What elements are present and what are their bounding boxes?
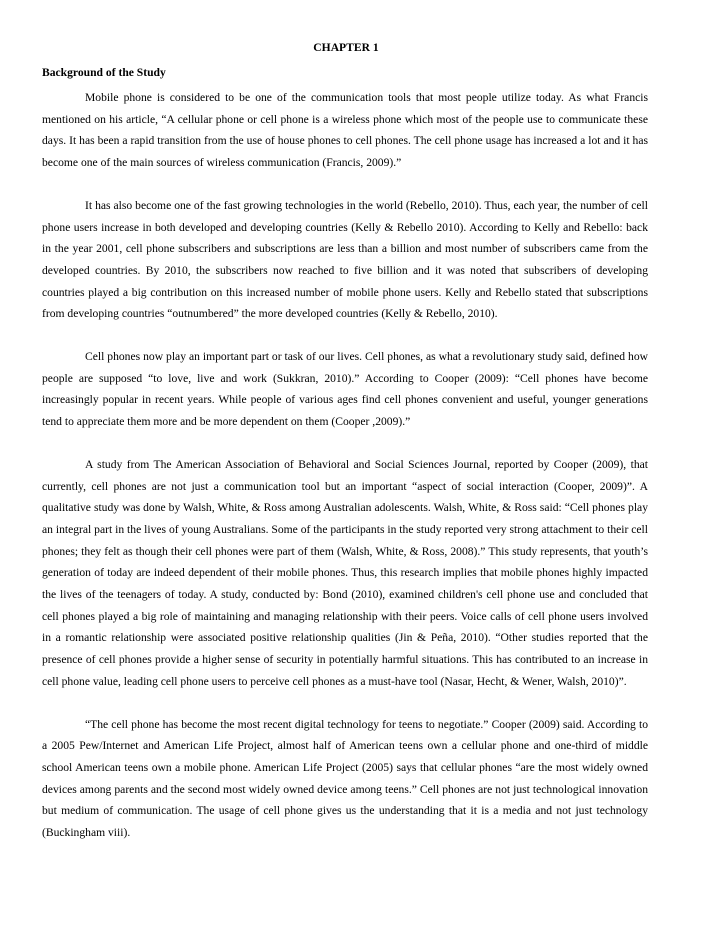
paragraph-2: It has also become one of the fast growing technologies in the world (Rebello, 2010). Thus, each year, the number of cell phone users increase in both developed and developing countries (Kelly & Rebello 2010). According to Kelly and Rebello: back in the year 2001, cell phone subscribers and subscriptions are less than a billion and most number of subscribers came from the developed countries. By 2010, the subscribers now reached to five billion and it was noted that subscribers of developing countries played a big contribution on this increased number of mobile phone users. Kelly and Rebello stated that subscriptions from developing countries “outnumbered” the more developed countries (Kelly & Rebello, 2010). (42, 198, 648, 321)
section-heading: Background of the Study (42, 66, 166, 79)
chapter-title: CHAPTER 1 (313, 41, 379, 54)
paragraph-5: “The cell phone has become the most recent digital technology for teens to negotiate.” Cooper (2009) said. According to a 2005 Pew/Internet and American Life Project, almost half of American teens own a cellular phone and one-third of middle school American teens own a mobile phone. American Life Project (2005) says that cellular phones “are the most widely owned devices among parents and the second most widely owned device among teens.” Cell phones are not just technological innovation but medium of communication. The usage of cell phone gives us the understanding that it is a media and not just technology (Buckingham viii). (42, 717, 648, 840)
paragraph-1: Mobile phone is considered to be one of the communication tools that most people utilize today. As what Francis mentioned on his article, “A cellular phone or cell phone is a wireless phone which most of the people use to communicate these days. It has been a rapid transition from the use of house phones to cell phones. The cell phone usage has increased a lot and it has become one of the main sources of wireless communication (Francis, 2009).” (42, 91, 648, 170)
paragraph-3: Cell phones now play an important part or task of our lives. Cell phones, as what a revolutionary study said, defined how people are supposed “to love, live and work (Sukkran, 2010).” According to Cooper (2009): “Cell phones have become increasingly popular in recent years. While people of various ages find cell phones convenient and useful, younger generations tend to appreciate them more and be more dependent on them (Cooper ,2009).” (42, 350, 648, 429)
document-page (42, 40, 648, 844)
paragraph-4: A study from The American Association of Behavioral and Social Sciences Journal, reported by Cooper (2009), that currently, cell phones are not just a communication tool but an important “aspect of social interaction (Cooper, 2009)”. A qualitative study was done by Walsh, White, & Ross among Australian adolescents. Walsh, White, & Ross said: “Cell phones play an integral part in the lives of young Australians. Some of the participants in the study reported very strong attachment to their cell phones; they felt as though their cell phones were part of them (Walsh, White, & Ross, 2008).” This study represents, that youth’s generation of today are indeed dependent of their mobile phones. Thus, this research implies that mobile phones highly impacted the lives of the teenagers of today. A study, conducted by: Bond (2010), examined children's cell phone use and concluded that cell phones played a big role of maintaining and managing relationship with their peers. Voice calls of cell phone users involved in a romantic relationship were associated positive relationship qualities (Jin & Peña, 2010). “Other studies reported that the presence of cell phones provide a higher sense of security in potentially harmful situations. This has contributed to an increase in cell phone value, leading cell phone users to perceive cell phones as a must-have tool (Nasar, Hecht, & Wener, Walsh, 2010)”. (42, 457, 648, 688)
